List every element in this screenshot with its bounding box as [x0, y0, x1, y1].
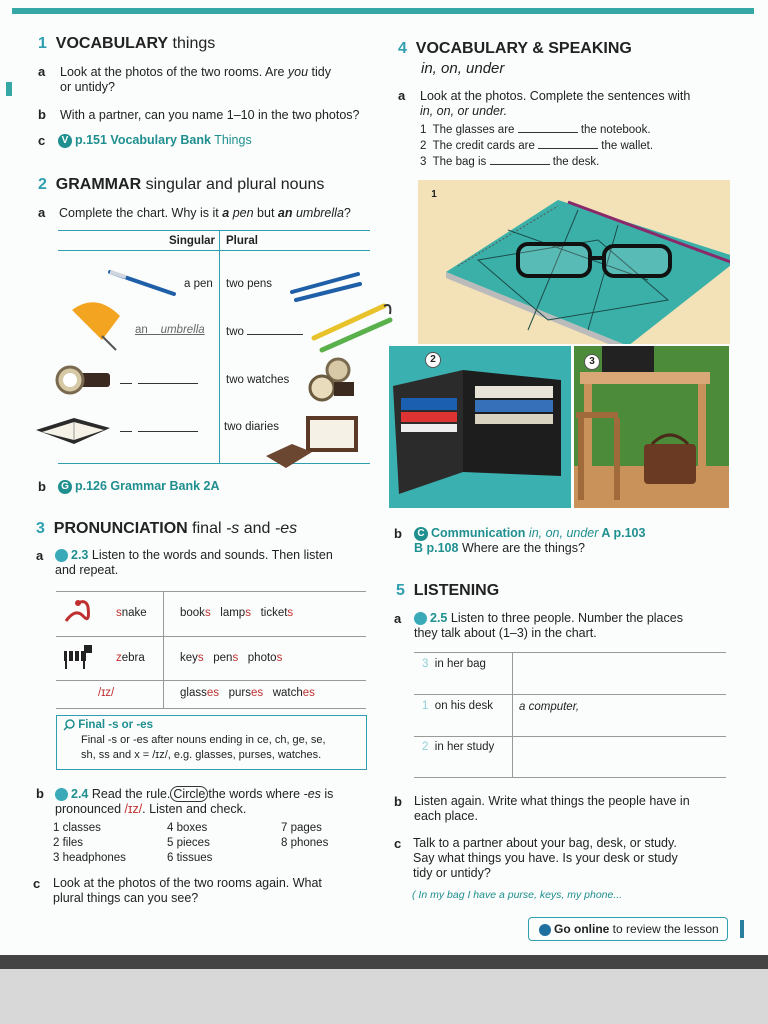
- watch-icon: [54, 363, 114, 397]
- go-online-button[interactable]: Go online to review the lesson: [528, 917, 728, 941]
- s5-b-text: Listen again. Write what things the people have in each place.: [414, 794, 690, 823]
- s5-c-text: Talk to a partner about your bag, desk, or study. Say what things you have. Is your desk or study tidy or untidy?: [413, 836, 678, 880]
- photo-2-wallet: [389, 346, 571, 508]
- left-edge-marker: [6, 82, 12, 96]
- answer-row-2: a computer,: [519, 701, 580, 713]
- col-header-plural: Plural: [226, 235, 258, 247]
- right-edge-marker: [740, 920, 744, 938]
- diary-icon: [34, 410, 112, 458]
- photo-3-desk: [574, 346, 729, 508]
- singular-diary-blank: [120, 422, 198, 435]
- rule-title: Final -s or -es: [63, 719, 153, 731]
- pen-icon: [106, 268, 178, 298]
- top-accent-bar: [12, 8, 754, 14]
- singular-pen: a pen: [184, 278, 213, 290]
- s2-a-text: Complete the chart. Why is it a pen but an umbrella?: [59, 206, 351, 220]
- scanner-margin: [0, 969, 768, 1024]
- communication-line2: B p.108 Where are the things?: [414, 541, 585, 555]
- s5-a-text: 2.5 Listen to three people. Number the places they talk about (1–3) in the chart.: [414, 611, 683, 640]
- vocab-bank-link[interactable]: V p.151 Vocabulary Bank Things: [58, 133, 252, 148]
- s3-c-text: Look at the photos of the two rooms again. What plural things can you see?: [53, 876, 322, 905]
- online-icon: [539, 924, 551, 936]
- speaker-icon[interactable]: [55, 549, 68, 562]
- photo-2-label: 2: [425, 352, 441, 368]
- photo-3-label: 3: [584, 354, 600, 370]
- section-title: VOCABULARY: [55, 35, 169, 52]
- sound-zebra: zebra: [116, 652, 145, 664]
- zebra-icon: [60, 643, 96, 671]
- snake-icon: [60, 597, 94, 627]
- s3-a-text: 2.3 Listen to the words and sounds. Then listen and repeat.: [55, 548, 333, 577]
- textbook-page: 1 VOCABULARY things a Look at the photos of the two rooms. Are you tidy or untidy? b With a partner, can you name 1–10 in the two photos? c V p.151 Vocabulary Bank Things 2 GRAMMAR singular and plural nouns a Complete the chart. Why is it a pen but an umbrella? Singular Plural a pen two pens an umbrella two two watches two diaries b G p.126 Grammar Bank 2A 3 PRONUNCIATION final -s and -es a 2.3 Listen to the words and sounds. Then listen and repeat. snake books lamps tickets zebra keys pens photos /ɪz/ glasses purses watches Final -s or -es Final -s or -es after nouns ending in ce, ch, ge, se, sh, ss and x = /ɪz/, e.g. glasses, purses, watches. b 2.4 Read the rule. Circle the words where -es is pronounced /ɪz/. Listen and check. 1 classes 2 files 3 headphones 4 boxes 5 pieces 6 tissues 7 pages 8 phones c Look at the photos of the two rooms again. What plural things can you see? 4 VOCABULARY & SPEAKING in, on, under a Look at the photos. Complete the sentences with in, on, or under. 1 The glasses are the notebook. 2 The credit cards are the wallet. 3 The bag is the desk. 1 2 3 b C Communication in, on, under A p.103 B p.108 Where are the things? 5 LISTENING a 2.5 Listen to three people. Number the places they talk about (1–3) in the chart. 3 in her bag 1 on his desk a computer, 2 in her study b Listen again. Write what things the people have in each place. c Talk to a partner about your bag, desk, or study. Say what things you have. Is your desk or study tidy or untidy? ( In my bag I have a purse, keys, my phone... Go online to review the lesson: [0, 0, 768, 955]
- place-row-2: 1 on his desk: [422, 700, 493, 712]
- plural-umbrellas: two: [226, 325, 303, 338]
- section-4-subtitle: in, on, under: [421, 60, 505, 77]
- rule-box: Final -s or -es Final -s or -es after nouns ending in ce, ch, ge, se, sh, ss and x = /ɪz/, e.g. glasses, purses, watches.: [56, 715, 367, 770]
- speaker-icon[interactable]: [55, 788, 68, 801]
- plural-pens: two pens: [226, 278, 273, 290]
- desk-bag-image: [574, 346, 729, 508]
- two-pens-icon: [288, 270, 364, 304]
- s1-a-text: Look at the photos of the two rooms. Are you tidy or untidy?: [60, 65, 332, 94]
- sound-iz: /ɪz/: [98, 687, 115, 699]
- sound-snake: snake: [116, 607, 147, 619]
- page-shadow: [0, 955, 768, 969]
- s1-item-a: a: [38, 64, 46, 79]
- grammar-badge-icon: G: [58, 480, 72, 494]
- s3-b-text: 2.4 Read the rule. Circle the words where -es is pronounced /ɪz/. Listen and check.: [55, 787, 334, 816]
- section-5-heading: 5 LISTENING: [396, 582, 500, 599]
- notebook-glasses-image: [418, 180, 730, 344]
- plural-diaries: two diaries: [224, 421, 279, 433]
- col-header-singular: Singular: [169, 235, 216, 247]
- communication-badge-icon: C: [414, 527, 428, 541]
- communication-link[interactable]: C Communication in, on, under A p.103: [414, 526, 645, 541]
- zebra-words: keys pens photos: [180, 652, 283, 664]
- two-watches-icon: [304, 356, 360, 404]
- section-1-heading: 1 VOCABULARY things: [38, 35, 216, 52]
- umbrella-icon: [68, 296, 126, 354]
- vocabulary-badge-icon: V: [58, 134, 72, 148]
- sentence-2: 2 The credit cards are the wallet.: [420, 140, 654, 152]
- place-row-3: 2 in her study: [422, 741, 495, 753]
- plural-watches: two watches: [226, 374, 290, 386]
- sentence-1: 1 The glasses are the notebook.: [420, 124, 651, 136]
- section-3-heading: 3 PRONUNCIATION final -s and -es: [36, 520, 298, 537]
- sentence-3: 3 The bag is the desk.: [420, 156, 600, 168]
- two-umbrellas-icon: [308, 300, 398, 356]
- section-2-heading: 2 GRAMMAR singular and plural nouns: [38, 176, 325, 193]
- s1-item-b: b: [38, 107, 46, 122]
- two-diaries-icon: [266, 412, 362, 476]
- wallet-image: [389, 346, 571, 508]
- singular-watch-blank: [120, 374, 198, 387]
- s1-b-text: With a partner, can you name 1–10 in the two photos?: [60, 108, 360, 122]
- magnifier-icon: [63, 719, 75, 731]
- iz-words: glasses purses watches: [180, 687, 315, 699]
- speaker-icon[interactable]: [414, 612, 427, 625]
- photo-1-label: 1: [431, 189, 437, 200]
- speech-example: ( In my bag I have a purse, keys, my phone...: [412, 889, 623, 901]
- singular-umbrella: an umbrella: [135, 324, 205, 336]
- snake-words: books lamps tickets: [180, 607, 294, 619]
- section-4-heading: 4 VOCABULARY & SPEAKING: [398, 40, 632, 57]
- s4-a-text: Look at the photos. Complete the sentences with in, on, or under.: [420, 89, 691, 118]
- photo-1-notebook: [418, 180, 730, 344]
- place-row-1: 3 in her bag: [422, 658, 486, 670]
- grammar-bank-link[interactable]: G p.126 Grammar Bank 2A: [58, 479, 220, 494]
